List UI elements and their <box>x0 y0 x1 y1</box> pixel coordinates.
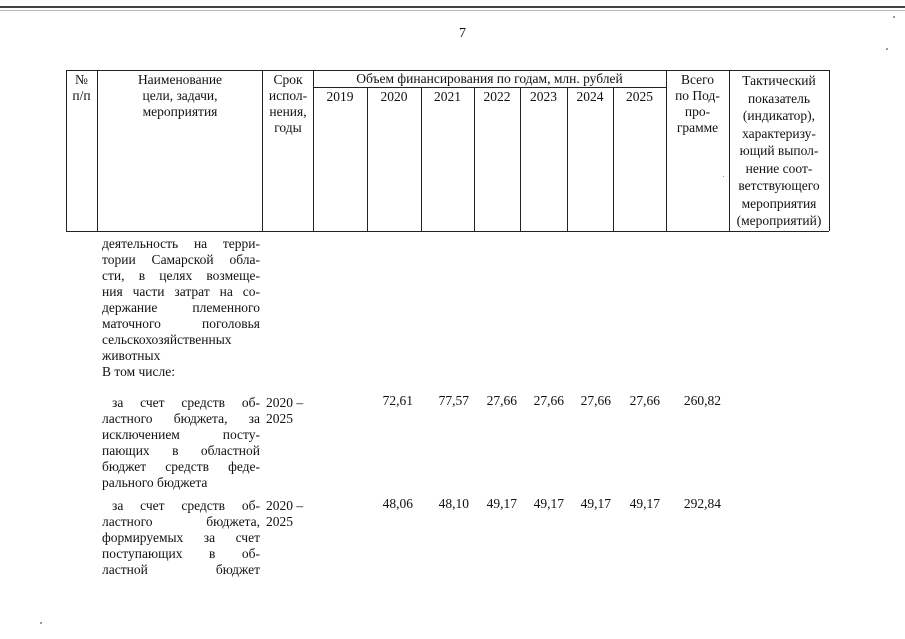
scan-speck <box>723 176 724 177</box>
header-year-2025: 2025 <box>626 89 653 104</box>
header-name: Наименование цели, задачи, мероприятия <box>137 72 223 119</box>
row-1-value-2022: 27,66 <box>486 393 517 408</box>
scan-speck <box>40 622 42 624</box>
row-1-term: 2020 – 2025 <box>266 395 304 426</box>
row-1-value-2024: 27,66 <box>580 393 611 408</box>
row-1-value-2021: 77,57 <box>438 393 469 408</box>
row-1-value-2020: 72,61 <box>382 393 413 408</box>
row-2-term: 2020 – 2025 <box>266 498 304 529</box>
header-total: Всего по Под- про- грамме <box>675 72 720 135</box>
table-vline <box>829 70 830 231</box>
row-1-value-2023: 27,66 <box>533 393 564 408</box>
header-year-2022: 2022 <box>483 89 511 104</box>
row-2-total: 292,84 <box>683 496 721 511</box>
row-1-value-2025: 27,66 <box>629 393 660 408</box>
scan-speck <box>893 16 895 18</box>
row-2-value-2023: 49,17 <box>533 496 564 511</box>
row-2-value-2020: 48,06 <box>382 496 413 511</box>
row-1-total: 260,82 <box>683 393 721 408</box>
header-year-2020: 2020 <box>380 89 408 104</box>
table-vline <box>567 87 568 231</box>
row-2-value-2024: 49,17 <box>580 496 611 511</box>
row-2-value-2021: 48,10 <box>438 496 469 511</box>
header-number: № п/п <box>72 72 91 103</box>
header-funding: Объем финансирования по годам, млн. рублей <box>356 71 623 86</box>
table-bottom-rule <box>66 231 829 232</box>
table-vline <box>421 87 422 231</box>
in-that-number-label: В том числе: <box>102 364 175 379</box>
table-vline <box>520 87 521 231</box>
table-vline <box>367 87 368 231</box>
top-border-line-faint <box>0 10 905 11</box>
header-indicator: Тактический показатель (индикатор), характеризу- ющий выпол- нение соот- ветствующего мероприятия (мероприятий) <box>736 73 822 228</box>
header-year-2021: 2021 <box>434 89 461 104</box>
scan-speck <box>886 48 888 50</box>
row-2-description: за счет средств об- ластного бюджета, формируемых за счет поступающих в об- ластной бюджет <box>102 498 260 577</box>
header-term: Срок испол- нения, годы <box>268 72 308 135</box>
row-2-value-2022: 49,17 <box>486 496 517 511</box>
row-1-description: за счет средств об- ластного бюджета, за исключением посту- пающих в областной бюджет средств феде- рального бюджета <box>102 395 260 490</box>
page-number: 7 <box>459 26 466 41</box>
table-vline <box>474 87 475 231</box>
table-vline <box>613 87 614 231</box>
header-year-2023: 2023 <box>530 89 557 104</box>
continued-description: деятельность на терри- тории Самарской обла- сти, в целях возмеще- ния части затрат на со- держание племенного маточного поголовья сельскохозяйственных животных В том числе: <box>102 236 260 379</box>
header-year-2024: 2024 <box>576 89 604 104</box>
header-year-2019: 2019 <box>326 89 354 104</box>
top-border-line <box>0 6 905 8</box>
row-2-value-2025: 49,17 <box>629 496 660 511</box>
